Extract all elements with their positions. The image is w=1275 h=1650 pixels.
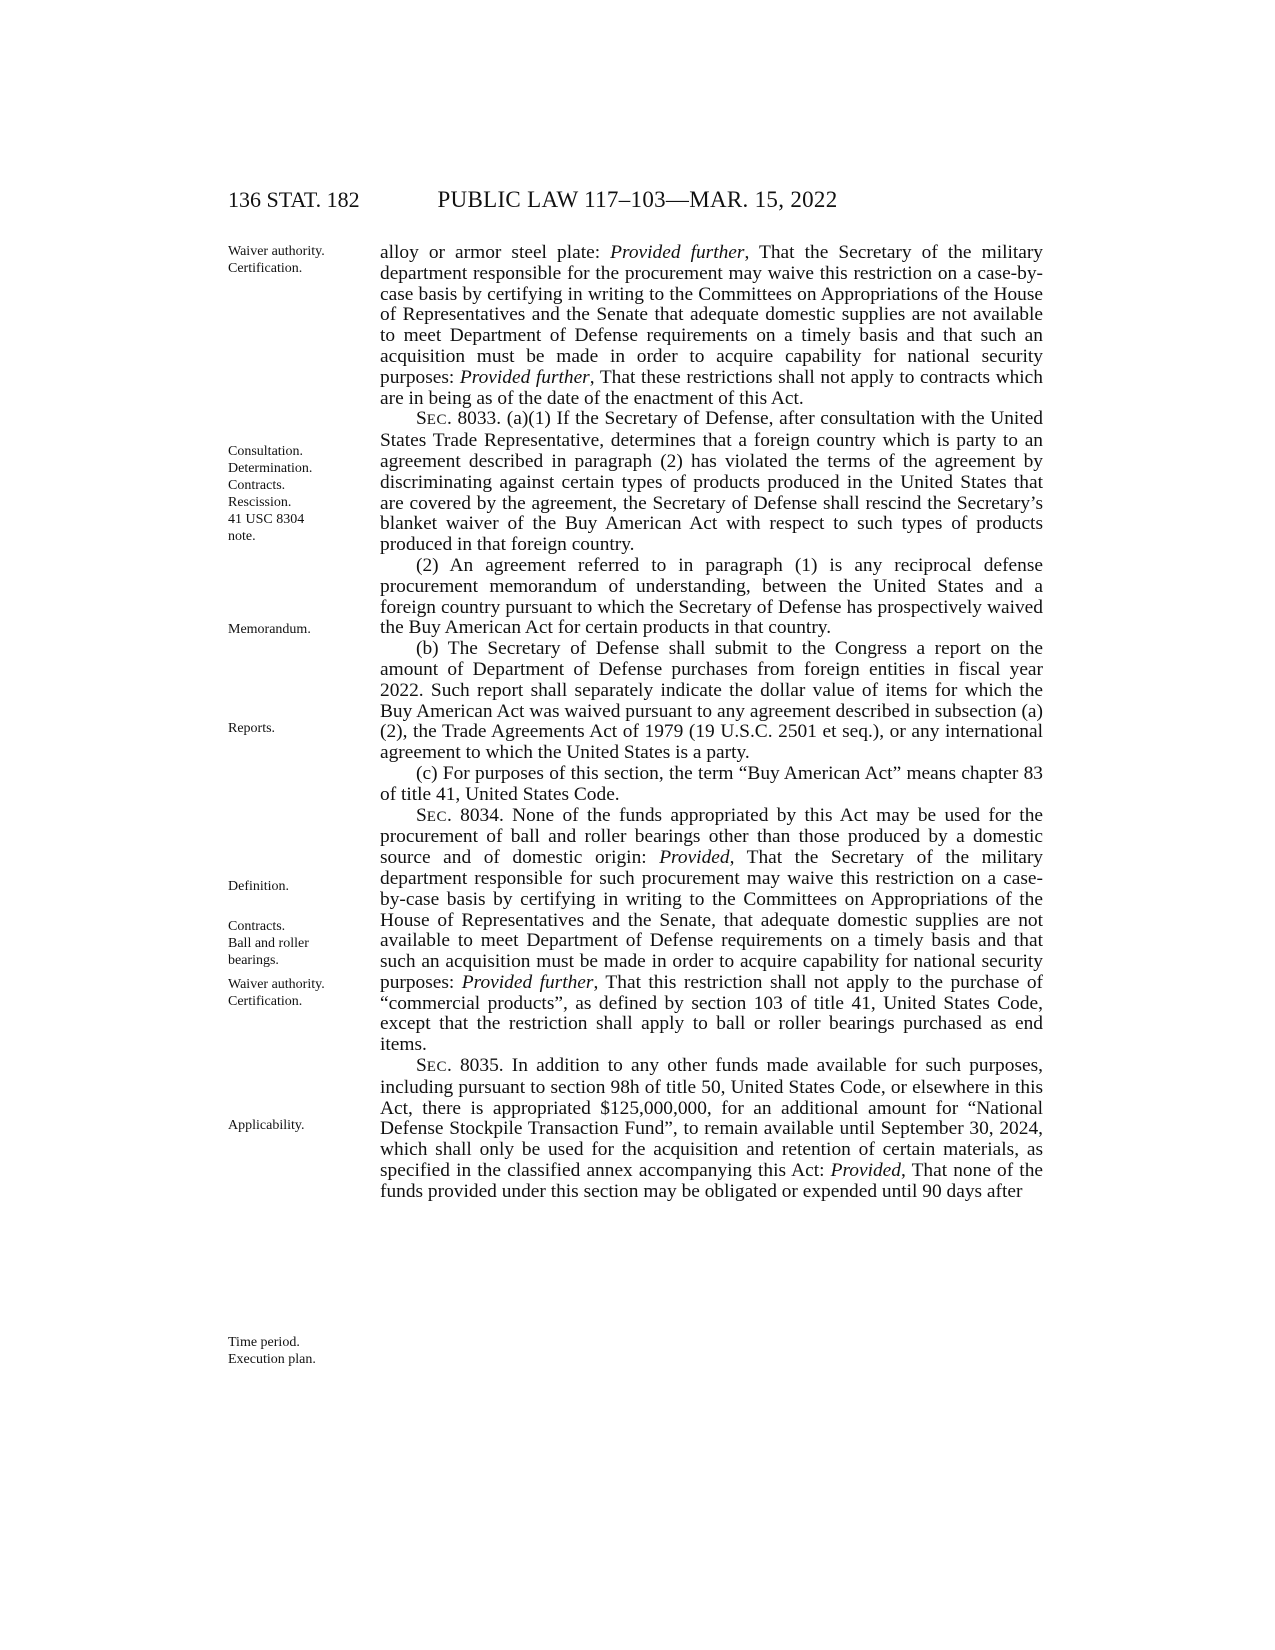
stat-page-number: 136 STAT. 182 bbox=[228, 187, 360, 212]
margin-note-contracts-bearings: Contracts. Ball and roller bearings. bbox=[228, 919, 309, 968]
margin-note-memorandum: Memorandum. bbox=[228, 622, 311, 637]
margin-note-time-period: Time period. Execution plan. bbox=[228, 1335, 316, 1367]
public-law-title: PUBLIC LAW 117–103—MAR. 15, 2022 bbox=[437, 187, 838, 212]
margin-note-definition: Definition. bbox=[228, 879, 290, 894]
section-8034: SEC. 8034. None of the funds appropriated by this Act may be used for the procurement of ball and roller bearings other than those produced by a domestic source and of domestic origin: Provided, That the Secretary of the military department responsible for such procurement may waive this restriction on a case-by-case basis by certifying in writing to the Committees on Appropriations of the House of Representatives and the Senate, that adequate domestic supplies are not available to meet Department of Defense requirements on a timely basis and that such an acquisition must be made in order to acquire capability for national security purposes: Provided further, That this restriction shall not apply to the purchase of “commercial products”, as defined by section 103 of title 41, United States Code, except that the restriction shall apply to ball or roller bearings purchased as end items. bbox=[380, 804, 1043, 1056]
margin-note-reports: Reports. bbox=[228, 721, 276, 736]
margin-note-waiver-1: Waiver authority. Certification. bbox=[228, 244, 325, 276]
section-8035: SEC. 8035. In addition to any other funds made available for such purposes, including pursuant to section 98h of title 50, United States Code, or elsewhere in this Act, there is appropriated $125,000,000, for an additional amount for “National Defense Stockpile Transaction Fund”, to remain available until September 30, 2024, which shall only be used for the acquisition and retention of certain materials, as specified in the classified annex accompanying this Act: Provided, That none of the funds provided under this section may be obligated or expended until 90 days after bbox=[380, 1055, 1043, 1202]
margin-note-waiver-2: Waiver authority. Certification. bbox=[228, 977, 325, 1009]
margin-note-applicability: Applicability. bbox=[228, 1118, 305, 1133]
margin-note-consultation: Consultation. Determination. Contracts. Rescission. 41 USC 8304 note. bbox=[228, 444, 313, 544]
page-header bbox=[0, 187, 1275, 217]
section-8033-a: SEC. 8033. (a)(1) If the Secretary of Defense, after consultation with the United States Trade Representative, determines that a foreign country which is party to an agreement described in paragraph (2) has violated the terms of the agreement by discriminating against certain types of products produced in the United States that are covered by the agreement, the Secretary of Defense shall rescind the Secretary’s blanket waiver of the Buy American Act with respect to such types of products produced in that foreign country. bbox=[380, 408, 1043, 556]
paragraph-steel-plate-waiver: alloy or armor steel plate: Provided further, That the Secretary of the military department responsible for the procurement may waive this restriction on a case-by-case basis by certifying in writing to the Committees on Appropriations of the House of Representatives and the Senate that adequate domestic supplies are not available to meet Department of Defense requirements on a timely basis and that such an acquisition must be made in order to acquire capability for national security purposes: Provided further, That these restrictions shall not apply to contracts which are in being as of the date of the enactment of this Act. bbox=[380, 242, 1043, 409]
section-8033-b: (b) The Secretary of Defense shall submit to the Congress a report on the amount of Department of Defense purchases from foreign entities in fiscal year 2022. Such report shall separately indicate the dollar value of items for which the Buy American Act was waived pursuant to any agreement described in subsection (a)(2), the Trade Agreements Act of 1979 (19 U.S.C. 2501 et seq.), or any international agreement to which the United States is a party. bbox=[380, 638, 1043, 764]
section-8033-a-2: (2) An agreement referred to in paragraph (1) is any reciprocal defense procurement memorandum of understanding, between the United States and a foreign country pursuant to which the Secretary of Defense has prospectively waived the Buy American Act for certain products in that country. bbox=[380, 554, 1043, 639]
section-8033-c: (c) For purposes of this section, the term “Buy American Act” means chapter 83 of title 41, United States Code. bbox=[380, 762, 1043, 805]
law-body-text bbox=[380, 243, 1043, 1203]
